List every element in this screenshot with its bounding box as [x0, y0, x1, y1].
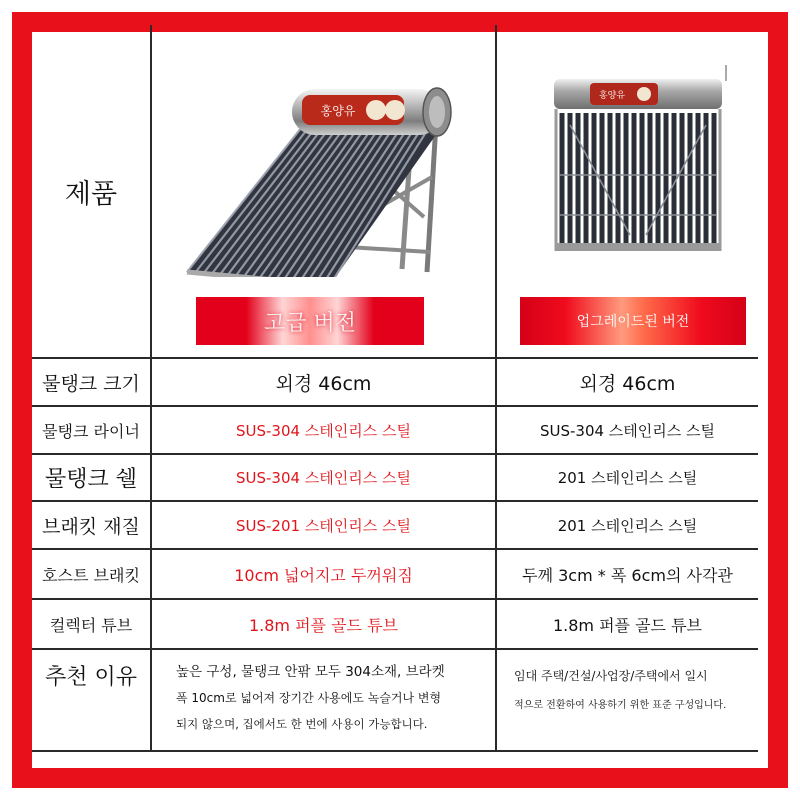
label-text: 물탱크 크기 — [42, 372, 140, 395]
upgraded-version-banner — [520, 297, 746, 345]
label-text: 물탱크 쉘 — [44, 467, 137, 492]
value-upgraded: 두께 3cm * 폭 6cm의 사각관 — [522, 565, 733, 585]
reason-row — [32, 648, 758, 752]
reason-line: 폭 10cm로 넓어져 장기간 사용에도 녹슬거나 변형 — [176, 691, 442, 705]
value-premium: 10cm 넓어지고 두꺼워짐 — [234, 565, 413, 585]
value-upgraded: 201 스테인리스 스틸 — [557, 516, 698, 535]
reason-line: 높은 구성, 물탱크 안팎 모두 304소재, 브라켓 — [176, 664, 445, 680]
value-upgraded: 외경 46cm — [579, 372, 676, 395]
value-premium: 외경 46cm — [275, 372, 372, 395]
collector-row — [32, 598, 758, 648]
label-text: 제품 — [64, 178, 118, 210]
premium-solar-heater-image — [162, 47, 452, 277]
reason-line: 임대 주택/건설/사업장/주택에서 일시 — [514, 669, 708, 683]
value-upgraded: 1.8m 퍼플 골드 튜브 — [552, 615, 703, 635]
value-premium: SUS-304 스테인리스 스틸 — [235, 421, 412, 440]
host-bracket-row — [32, 548, 758, 598]
value-premium: SUS-304 스테인리스 스틸 — [235, 469, 412, 487]
reason-line: 적으로 전환하여 사용하기 위한 표준 구성입니다. — [514, 700, 727, 711]
banner-text: 업그레이드된 버전 — [576, 314, 690, 330]
label-text: 브래킷 재질 — [42, 515, 140, 538]
brand-label: 홍양유 — [320, 104, 356, 118]
comparison-table — [32, 25, 758, 779]
label-text: 컬렉터 튜브 — [49, 615, 133, 635]
bracket-row — [32, 500, 758, 548]
value-upgraded: 201 스테인리스 스틸 — [557, 469, 698, 487]
tank-size-row — [32, 357, 758, 405]
brand-label: 홍양유 — [598, 91, 626, 101]
reason-premium — [176, 664, 445, 732]
label-text: 물탱크 라이너 — [42, 421, 140, 441]
row-label-product — [32, 25, 150, 357]
banner-text: 고급 버전 — [263, 310, 356, 336]
reason-line: 되지 않으며, 집에서도 한 번에 사용이 가능합니다. — [176, 717, 428, 731]
liner-row — [32, 405, 758, 453]
value-upgraded: SUS-304 스테인리스 스틸 — [539, 421, 716, 440]
label-text: 호스트 브래킷 — [42, 565, 140, 585]
value-premium: SUS-201 스테인리스 스틸 — [235, 516, 412, 535]
premium-version-banner — [196, 297, 424, 345]
upgraded-solar-heater-image — [530, 65, 740, 265]
reason-upgraded — [514, 668, 726, 714]
value-premium: 1.8m 퍼플 골드 튜브 — [248, 615, 399, 635]
label-text: 추천 이유 — [44, 665, 137, 690]
shell-row — [32, 453, 758, 500]
